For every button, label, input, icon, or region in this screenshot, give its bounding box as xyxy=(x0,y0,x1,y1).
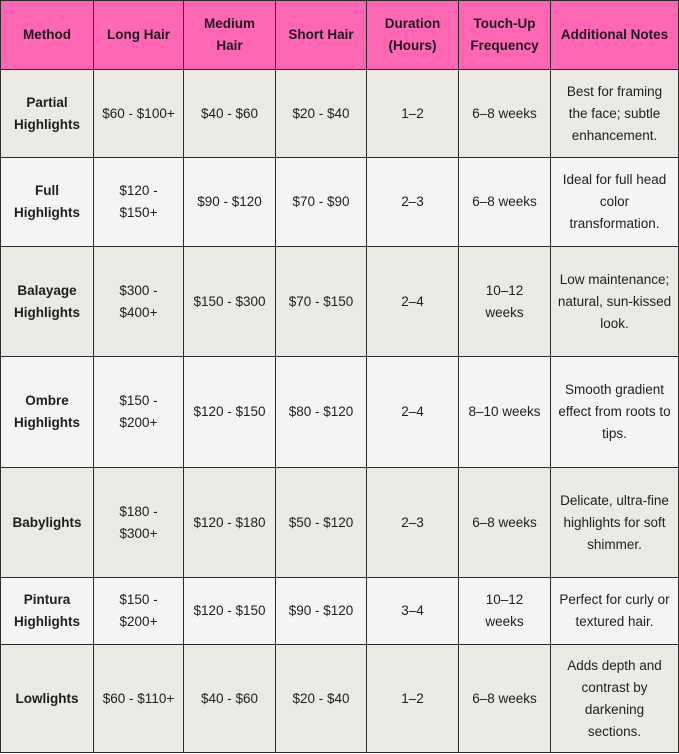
touch-up-cell: 6–8 weeks xyxy=(459,158,551,247)
short-hair-price-cell: $20 - $40 xyxy=(276,645,367,753)
short-hair-price-cell: $70 - $150 xyxy=(276,247,367,357)
medium-hair-price-cell: $90 - $120 xyxy=(184,158,276,247)
duration-cell: 2–4 xyxy=(367,357,459,468)
method-cell: Ombre Highlights xyxy=(1,357,94,468)
long-hair-price-cell: $150 - $200+ xyxy=(94,578,184,645)
method-cell: Balayage Highlights xyxy=(1,247,94,357)
header-short-hair: Short Hair xyxy=(276,1,367,70)
long-hair-price-cell: $60 - $110+ xyxy=(94,645,184,753)
medium-hair-price-cell: $40 - $60 xyxy=(184,645,276,753)
table-row xyxy=(1,645,679,753)
long-hair-price-cell: $300 - $400+ xyxy=(94,247,184,357)
long-hair-price-cell: $120 - $150+ xyxy=(94,158,184,247)
touch-up-cell: 6–8 weeks xyxy=(459,645,551,753)
table-row xyxy=(1,578,679,645)
touch-up-cell: 10–12 weeks xyxy=(459,578,551,645)
table-row xyxy=(1,468,679,578)
header-long-hair: Long Hair xyxy=(94,1,184,70)
header-additional-notes: Additional Notes xyxy=(551,1,679,70)
short-hair-price-cell: $70 - $90 xyxy=(276,158,367,247)
medium-hair-price-cell: $120 - $180 xyxy=(184,468,276,578)
touch-up-cell: 8–10 weeks xyxy=(459,357,551,468)
table-row xyxy=(1,247,679,357)
table-row xyxy=(1,158,679,247)
notes-cell: Smooth gradient effect from roots to tips. xyxy=(551,357,679,468)
medium-hair-price-cell: $120 - $150 xyxy=(184,578,276,645)
method-cell: Lowlights xyxy=(1,645,94,753)
method-cell: Babylights xyxy=(1,468,94,578)
short-hair-price-cell: $20 - $40 xyxy=(276,70,367,158)
table-row xyxy=(1,357,679,468)
short-hair-price-cell: $90 - $120 xyxy=(276,578,367,645)
notes-cell: Perfect for curly or textured hair. xyxy=(551,578,679,645)
duration-cell: 2–4 xyxy=(367,247,459,357)
long-hair-price-cell: $60 - $100+ xyxy=(94,70,184,158)
notes-cell: Adds depth and contrast by darkening sections. xyxy=(551,645,679,753)
method-cell: Partial Highlights xyxy=(1,70,94,158)
duration-cell: 1–2 xyxy=(367,645,459,753)
duration-cell: 3–4 xyxy=(367,578,459,645)
method-cell: Full Highlights xyxy=(1,158,94,247)
short-hair-price-cell: $50 - $120 xyxy=(276,468,367,578)
notes-cell: Best for framing the face; subtle enhancement. xyxy=(551,70,679,158)
short-hair-price-cell: $80 - $120 xyxy=(276,357,367,468)
table-header-row xyxy=(1,1,679,70)
notes-cell: Delicate, ultra-fine highlights for soft shimmer. xyxy=(551,468,679,578)
medium-hair-price-cell: $40 - $60 xyxy=(184,70,276,158)
duration-cell: 2–3 xyxy=(367,468,459,578)
touch-up-cell: 6–8 weeks xyxy=(459,468,551,578)
long-hair-price-cell: $150 - $200+ xyxy=(94,357,184,468)
medium-hair-price-cell: $150 - $300 xyxy=(184,247,276,357)
duration-cell: 2–3 xyxy=(367,158,459,247)
notes-cell: Ideal for full head color transformation. xyxy=(551,158,679,247)
header-medium-hair: Medium Hair xyxy=(184,1,276,70)
method-cell: Pintura Highlights xyxy=(1,578,94,645)
medium-hair-price-cell: $120 - $150 xyxy=(184,357,276,468)
duration-cell: 1–2 xyxy=(367,70,459,158)
touch-up-cell: 6–8 weeks xyxy=(459,70,551,158)
header-touch-up-frequency: Touch-Up Frequency xyxy=(459,1,551,70)
notes-cell: Low maintenance; natural, sun-kissed look. xyxy=(551,247,679,357)
header-method: Method xyxy=(1,1,94,70)
header-duration: Duration (Hours) xyxy=(367,1,459,70)
touch-up-cell: 10–12 weeks xyxy=(459,247,551,357)
long-hair-price-cell: $180 - $300+ xyxy=(94,468,184,578)
table-row xyxy=(1,70,679,158)
